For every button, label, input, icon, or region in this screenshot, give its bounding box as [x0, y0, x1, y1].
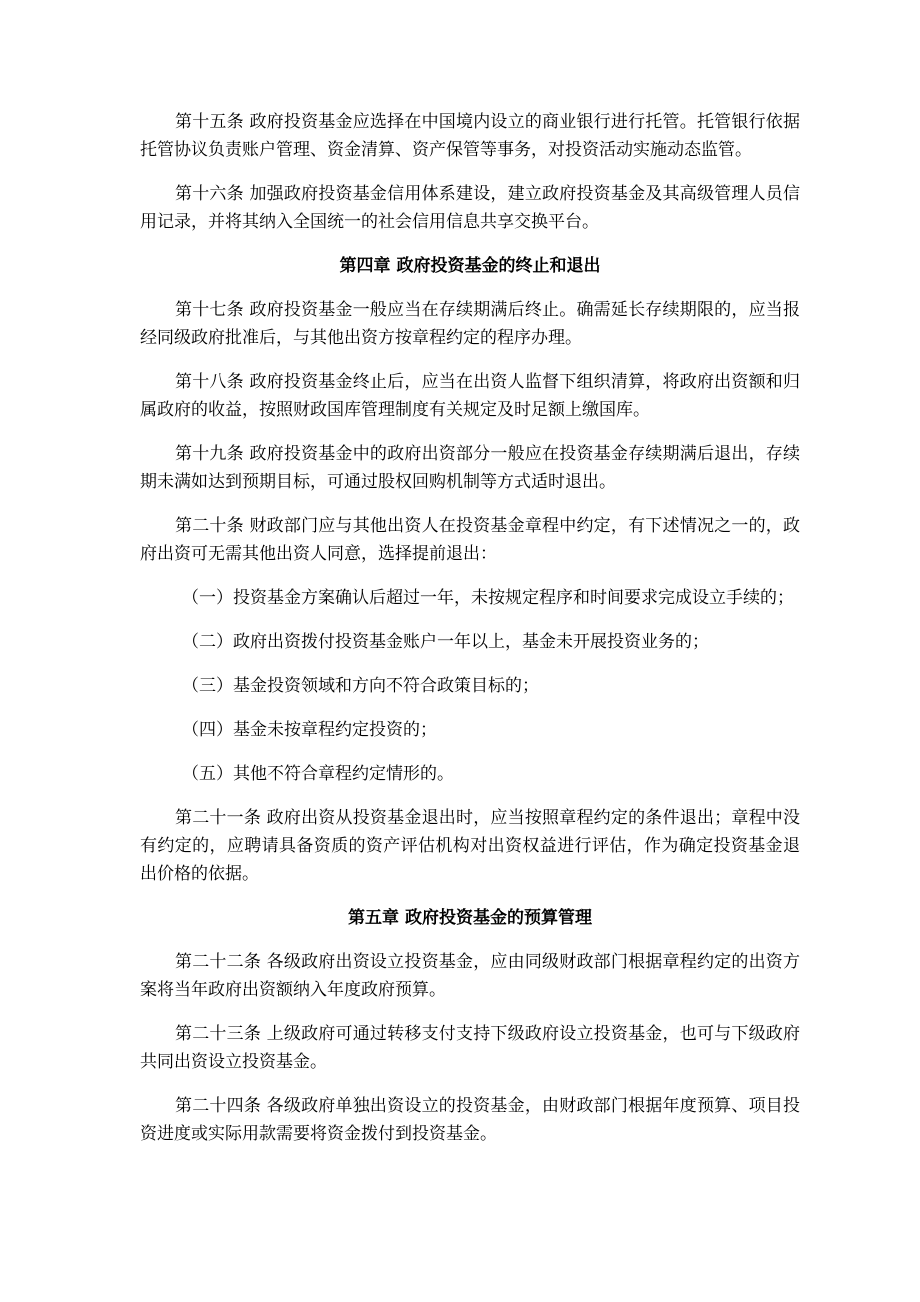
- article-23: 第二十三条 上级政府可通过转移支付支持下级政府设立投资基金，也可与下级政府共同出资设立投资基金。: [140, 1024, 800, 1072]
- article-20-item-5: （五）其他不符合章程约定情形的。: [182, 764, 454, 784]
- article-17: 第十七条 政府投资基金一般应当在存续期满后终止。确需延长存续期限的，应当报经同级政府批准后，与其他出资方按章程约定的程序办理。: [140, 300, 800, 348]
- article-20-item-1: （一）投资基金方案确认后超过一年，未按规定程序和时间要求完成设立手续的；: [182, 588, 794, 608]
- article-22: 第二十二条 各级政府出资设立投资基金，应由同级财政部门根据章程约定的出资方案将当年政府出资额纳入年度政府预算。: [140, 952, 800, 1000]
- chapter-4-heading: 第四章 政府投资基金的终止和退出: [339, 256, 601, 276]
- article-15: 第十五条 政府投资基金应选择在中国境内设立的商业银行进行托管。托管银行依据托管协议负责账户管理、资金清算、资产保管等事务，对投资活动实施动态监管。: [140, 112, 800, 160]
- article-20-item-4: （四）基金未按章程约定投资的；: [182, 720, 437, 740]
- article-20-item-2: （二）政府出资拨付投资基金账户一年以上，基金未开展投资业务的；: [182, 632, 709, 652]
- article-20: 第二十条 财政部门应与其他出资人在投资基金章程中约定，有下述情况之一的，政府出资可无需其他出资人同意，选择提前退出：: [140, 516, 800, 564]
- article-18: 第十八条 政府投资基金终止后，应当在出资人监督下组织清算，将政府出资额和归属政府的收益，按照财政国库管理制度有关规定及时足额上缴国库。: [140, 372, 800, 420]
- document-page: [140, 108, 800, 1164]
- article-20-item-3: （三）基金投资领域和方向不符合政策目标的；: [182, 676, 539, 696]
- article-21: 第二十一条 政府出资从投资基金退出时，应当按照章程约定的条件退出；章程中没有约定的，应聘请具备资质的资产评估机构对出资权益进行评估，作为确定投资基金退出价格的依据。: [140, 808, 800, 884]
- chapter-5-heading: 第五章 政府投资基金的预算管理: [348, 908, 592, 928]
- article-24: 第二十四条 各级政府单独出资设立的投资基金，由财政部门根据年度预算、项目投资进度或实际用款需要将资金拨付到投资基金。: [140, 1096, 800, 1144]
- article-16: 第十六条 加强政府投资基金信用体系建设，建立政府投资基金及其高级管理人员信用记录，并将其纳入全国统一的社会信用信息共享交换平台。: [140, 184, 800, 232]
- article-19: 第十九条 政府投资基金中的政府出资部分一般应在投资基金存续期满后退出，存续期未满如达到预期目标，可通过股权回购机制等方式适时退出。: [140, 444, 800, 492]
